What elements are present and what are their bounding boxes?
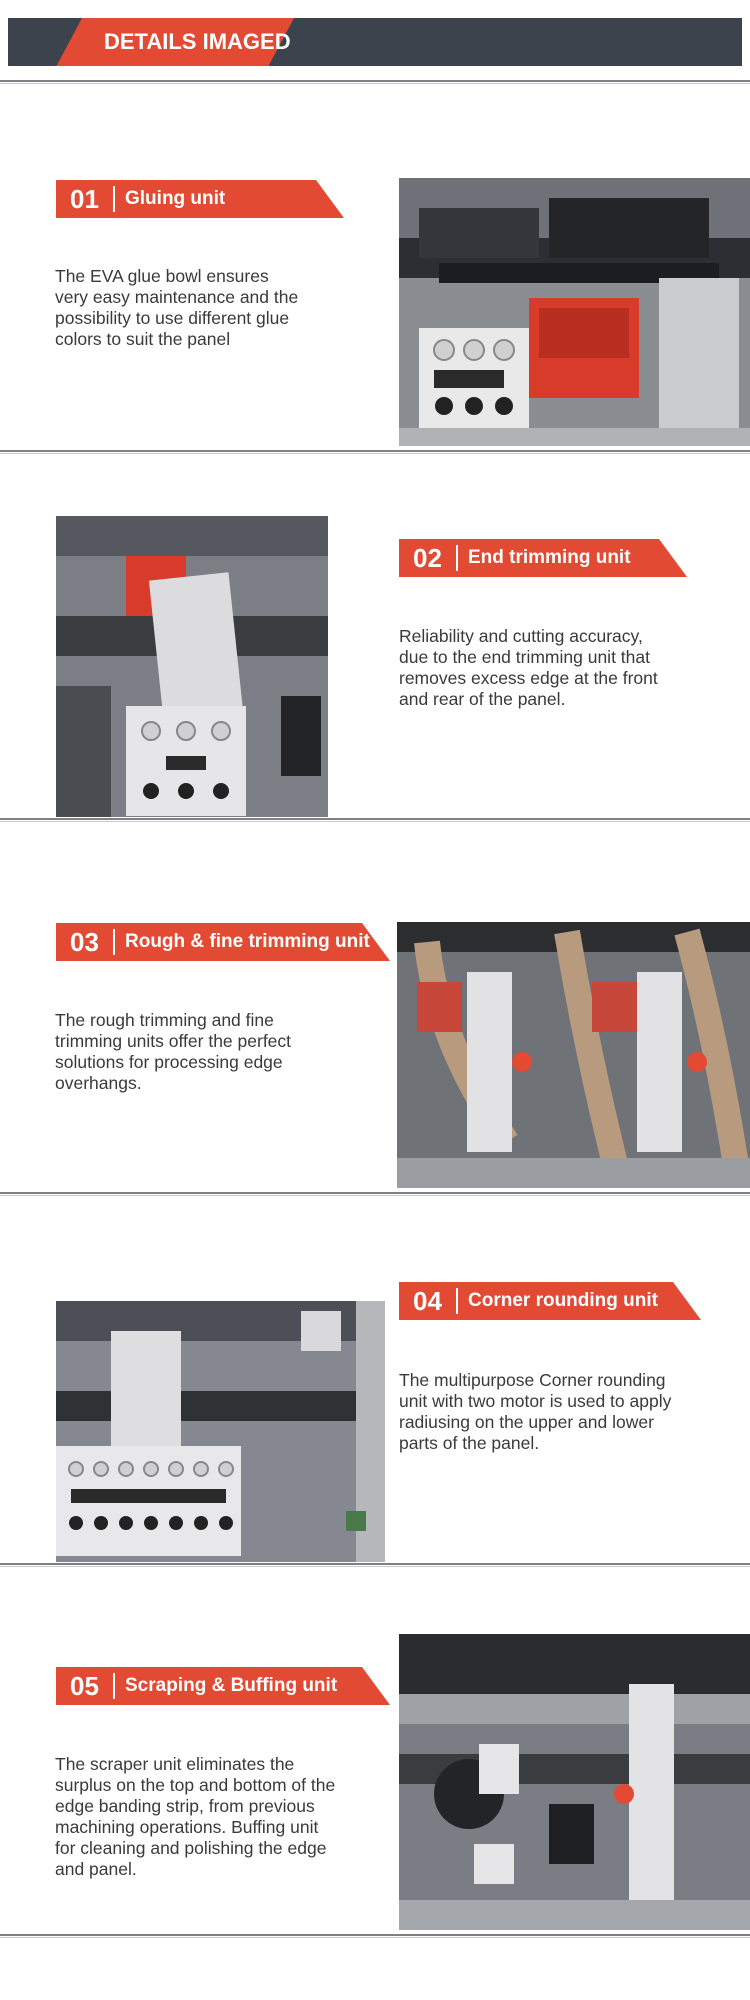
end-trimming-unit-photo (56, 516, 328, 817)
header-bar (8, 18, 742, 66)
divider (0, 450, 750, 452)
section-badge-02 (399, 539, 687, 577)
section-description-04: The multipurpose Corner rounding unit with two motor is used to apply radiusing on the upper and lower parts of the panel. (399, 1370, 672, 1453)
section-description-03: The rough trimming and fine trimming units offer the perfect solutions for processing edge overhangs. (55, 1010, 292, 1093)
section-title: End trimming unit (468, 547, 631, 568)
divider (0, 1563, 750, 1565)
section-title: Corner rounding unit (468, 1290, 658, 1311)
gluing-unit-photo (399, 178, 750, 446)
corner-rounding-unit-photo (56, 1301, 385, 1562)
section-title: Scraping & Buffing unit (125, 1675, 338, 1696)
divider (0, 1934, 750, 1936)
section-title: Rough & fine trimming unit (125, 931, 370, 952)
page-title: DETAILS IMAGED (104, 29, 291, 54)
section-badge-05 (56, 1667, 390, 1705)
section-description-02: Reliability and cutting accuracy, due to the end trimming unit that removes excess edge at the front and rear of the panel. (399, 626, 658, 709)
section-badge-04 (399, 1282, 701, 1320)
section-badge-01 (56, 180, 344, 218)
divider (0, 1192, 750, 1194)
section-number: 01 (70, 184, 99, 214)
section-badge-03 (56, 923, 390, 961)
section-description-05: The scraper unit eliminates the surplus on the top and bottom of the edge banding strip, from previous machining operations. Buffing unit for cleaning and polishing the edge and panel. (55, 1754, 336, 1879)
section-title: Gluing unit (125, 188, 226, 209)
section-number: 02 (413, 543, 442, 573)
rough-fine-trimming-unit-photo (397, 922, 750, 1188)
divider (0, 80, 750, 82)
section-number: 05 (70, 1671, 99, 1701)
section-description-01: The EVA glue bowl ensures very easy maintenance and the possibility to use different glue colors to suit the panel (55, 266, 299, 349)
scraping-buffing-unit-photo (399, 1634, 750, 1930)
divider (0, 818, 750, 820)
section-number: 03 (70, 927, 99, 957)
section-number: 04 (413, 1286, 442, 1316)
